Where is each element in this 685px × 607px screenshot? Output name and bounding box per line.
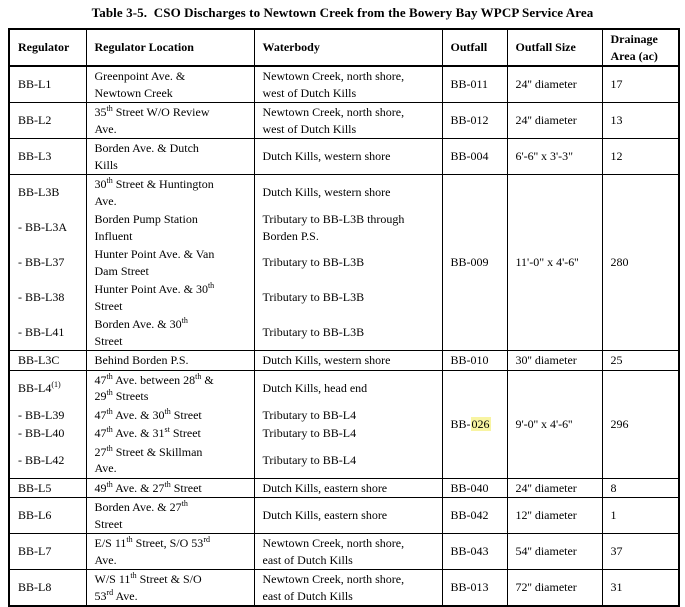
cell-outfall-size: 24'' diameter: [507, 103, 602, 139]
cell-outfall: BB-042: [442, 498, 507, 534]
superscript: th: [106, 176, 113, 185]
cell-regulator: - BB-L40: [9, 424, 86, 443]
cell-outfall: BB-009: [442, 175, 507, 351]
superscript: th: [126, 535, 133, 544]
cell-outfall-size: 24'' diameter: [507, 66, 602, 103]
cell-waterbody: Dutch Kills, western shore: [254, 351, 442, 371]
cell-drainage-area: 8: [602, 478, 679, 498]
cell-regulator: - BB-L42: [9, 443, 86, 479]
cell-waterbody: Newtown Creek, north shore, west of Dutch Kills: [254, 66, 442, 103]
cell-waterbody: Newtown Creek, north shore, east of Dutch Kills: [254, 570, 442, 607]
table-row: [9, 66, 679, 103]
cell-regulator: BB-L3B: [9, 175, 86, 211]
table-row: [9, 534, 679, 570]
cell-waterbody: Tributary to BB-L3B: [254, 315, 442, 351]
cell-outfall-size: 30'' diameter: [507, 351, 602, 371]
superscript: th: [106, 371, 113, 381]
cell-regulator-location: Borden Ave. & Dutch Kills: [86, 139, 254, 175]
cell-outfall: BB-011: [442, 66, 507, 103]
cell-regulator: - BB-L38: [9, 280, 86, 315]
cell-waterbody: Dutch Kills, eastern shore: [254, 498, 442, 534]
table-header: [9, 29, 679, 66]
cell-regulator-location: 47th Ave. & 31st Street: [86, 424, 254, 443]
cell-outfall-size: 54'' diameter: [507, 534, 602, 570]
cell-drainage-area: 31: [602, 570, 679, 607]
cell-regulator-location: 30th Street & Huntington Ave.: [86, 175, 254, 211]
cell-outfall: BB-012: [442, 103, 507, 139]
cell-regulator-location: Hunter Point Ave. & 30th Street: [86, 280, 254, 315]
superscript: th: [106, 406, 113, 416]
cell-waterbody: Newtown Creek, north shore, east of Dutch Kills: [254, 534, 442, 570]
table-title: Table 3-5. CSO Discharges to Newtown Creek from the Bowery Bay WPCP Service Area: [91, 5, 594, 20]
cell-drainage-area: 37: [602, 534, 679, 570]
cell-drainage-area: 17: [602, 66, 679, 103]
cell-regulator-location: E/S 11th Street, S/O 53rd Ave.: [86, 534, 254, 570]
cell-drainage-area: 13: [602, 103, 679, 139]
column-header-regulator: Regulator: [9, 29, 86, 66]
cell-waterbody: Tributary to BB-L4: [254, 406, 442, 425]
column-header-regulator-location: Regulator Location: [86, 29, 254, 66]
superscript: th: [106, 425, 113, 434]
table-row: [9, 175, 679, 211]
cell-regulator: BB-L6: [9, 498, 86, 534]
cell-drainage-area: 25: [602, 351, 679, 371]
superscript: th: [106, 479, 113, 489]
cell-outfall-size: 11'-0" x 4'-6'': [507, 175, 602, 351]
cell-waterbody: Tributary to BB-L4: [254, 424, 442, 443]
column-header-drainage-area: Drainage Area (ac): [602, 29, 679, 66]
cell-regulator-location: 47th Ave. & 30th Street: [86, 406, 254, 425]
cell-waterbody: Dutch Kills, eastern shore: [254, 478, 442, 498]
superscript: th: [106, 104, 113, 113]
superscript: th: [181, 316, 188, 325]
cell-drainage-area: 296: [602, 370, 679, 478]
cell-regulator: BB-L3: [9, 139, 86, 175]
superscript: th: [164, 479, 171, 489]
table-row: [9, 139, 679, 175]
cell-regulator: BB-L8: [9, 570, 86, 607]
table-row: [9, 498, 679, 534]
column-header-waterbody: Waterbody: [254, 29, 442, 66]
cell-drainage-area: 1: [602, 498, 679, 534]
cell-regulator-location: 27th Street & Skillman Ave.: [86, 443, 254, 479]
superscript: st: [164, 425, 170, 434]
cell-outfall: BB-004: [442, 139, 507, 175]
cell-regulator-location: Borden Ave. & 30th Street: [86, 315, 254, 351]
superscript: rd: [203, 535, 210, 544]
cell-outfall-size: 12'' diameter: [507, 498, 602, 534]
cell-regulator-location: Borden Pump Station Influent: [86, 210, 254, 245]
superscript: rd: [106, 587, 114, 597]
table-row: [9, 478, 679, 498]
cell-drainage-area: 280: [602, 175, 679, 351]
cell-drainage-area: 12: [602, 139, 679, 175]
cell-waterbody: Dutch Kills, head end: [254, 370, 442, 406]
column-header-outfall: Outfall: [442, 29, 507, 66]
cell-waterbody: Tributary to BB-L3B: [254, 280, 442, 315]
cell-regulator: BB-L2: [9, 103, 86, 139]
cell-regulator: BB-L1: [9, 66, 86, 103]
header-row: [9, 29, 679, 66]
cell-outfall-size: 9'-0'' x 4'-6'': [507, 370, 602, 478]
cell-waterbody: Tributary to BB-L3B: [254, 245, 442, 280]
cell-regulator-location: 35th Street W/O Review Ave.: [86, 103, 254, 139]
superscript: th: [181, 499, 188, 508]
table-row: [9, 351, 679, 371]
cell-regulator: - BB-L39: [9, 406, 86, 425]
superscript: th: [106, 388, 113, 397]
column-header-outfall-size: Outfall Size: [507, 29, 602, 66]
cell-waterbody: Tributary to BB-L3B through Borden P.S.: [254, 210, 442, 245]
cell-outfall-size: 72'' diameter: [507, 570, 602, 607]
cell-regulator-location: Behind Borden P.S.: [86, 351, 254, 371]
cell-regulator: BB-L5: [9, 478, 86, 498]
cell-regulator-location: 49th Ave. & 27th Street: [86, 478, 254, 498]
cell-waterbody: Dutch Kills, western shore: [254, 139, 442, 175]
search-highlight: 026: [471, 416, 490, 431]
cell-regulator: BB-L7: [9, 534, 86, 570]
cell-regulator-location: Borden Ave. & 27th Street: [86, 498, 254, 534]
cell-regulator-location: W/S 11th Street & S/O 53rd Ave.: [86, 570, 254, 607]
superscript: th: [106, 443, 113, 453]
table-row: [9, 570, 679, 607]
cell-waterbody: Tributary to BB-L4: [254, 443, 442, 479]
cell-regulator: - BB-L37: [9, 245, 86, 280]
superscript: (1): [51, 379, 61, 389]
cell-outfall: BB-013: [442, 570, 507, 607]
cso-discharges-table: [8, 28, 680, 607]
cell-waterbody: Newtown Creek, north shore, west of Dutch Kills: [254, 103, 442, 139]
cell-regulator: BB-L3C: [9, 351, 86, 371]
cell-outfall-size: 6'-6'' x 3'-3": [507, 139, 602, 175]
cell-regulator: - BB-L3A: [9, 210, 86, 245]
cell-waterbody: Dutch Kills, western shore: [254, 175, 442, 211]
cell-regulator: - BB-L41: [9, 315, 86, 351]
cell-outfall: BB-043: [442, 534, 507, 570]
table-row: [9, 103, 679, 139]
cell-outfall: BB-010: [442, 351, 507, 371]
superscript: th: [207, 281, 215, 290]
superscript: th: [130, 571, 137, 580]
cell-regulator: BB-L4$^{(1)}$: [9, 370, 86, 406]
cell-outfall: BB-026: [442, 370, 507, 478]
cell-regulator-location: Hunter Point Ave. & Van Dam Street: [86, 245, 254, 280]
superscript: th: [164, 406, 171, 416]
superscript: th: [195, 371, 202, 381]
cell-outfall-size: 24'' diameter: [507, 478, 602, 498]
cell-outfall: BB-040: [442, 478, 507, 498]
table-body: [9, 66, 679, 606]
cell-regulator-location: Greenpoint Ave. & Newtown Creek: [86, 66, 254, 103]
table-row: [9, 370, 679, 406]
cell-regulator-location: 47th Ave. between 28th & 29th Streets: [86, 370, 254, 406]
